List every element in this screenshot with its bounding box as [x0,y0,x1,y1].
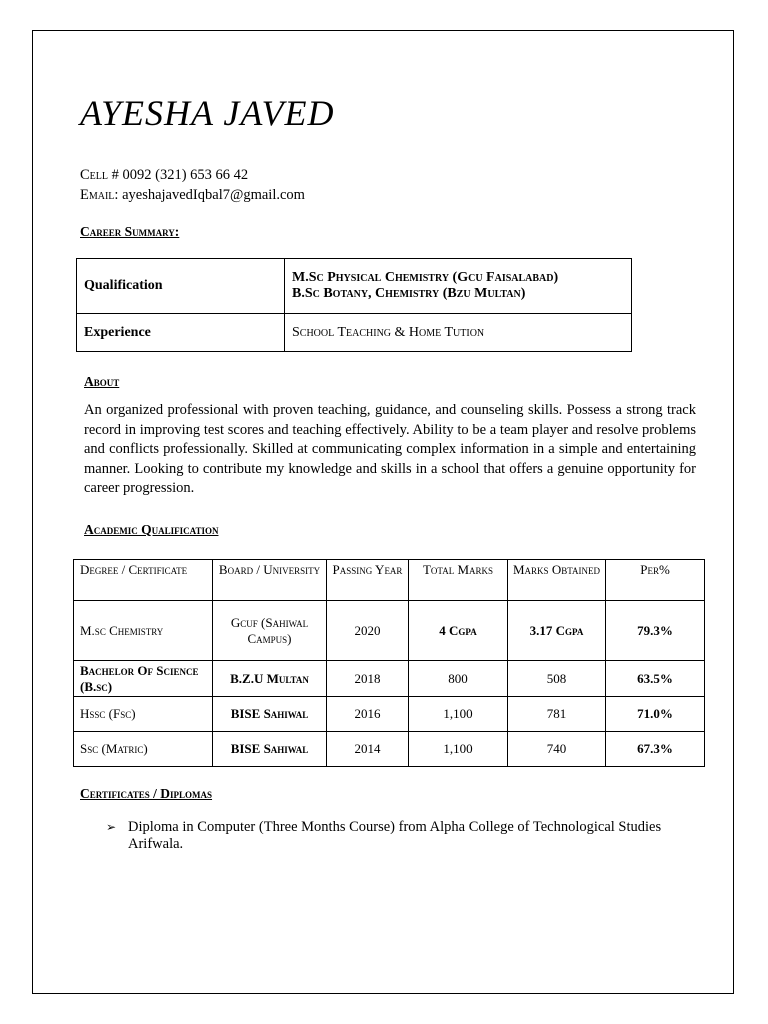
cell-line [80,167,248,184]
email-line [80,187,305,204]
table-row [77,314,632,352]
arrow-bullet-icon: ➢ [106,820,117,834]
academic-heading: Academic Qualification [84,522,219,537]
column-header: Board / University [213,560,327,601]
table-row [74,732,705,767]
qualification-line: B.Sc Botany, Chemistry (Bzu Multan) [292,286,526,301]
per-cell: 79.3% [606,601,705,661]
column-header: Passing Year [327,560,409,601]
degree-cell: Hssc (Fsc) [74,697,213,732]
about-heading: About [84,374,120,389]
total-cell: 1,100 [409,732,508,767]
about-paragraph: An organized professional with proven teaching, guidance, and counseling skills. Possess a strong track record in improving test scores and teaching effectively. Ability to be a team player and resolve problems and conflicts professionally. Skilled at communicating complex information in a simple and entertaining manner. Looking to contribute my knowledge and skills in a school that offers a genuine opportunity for career progression. [84,402,696,497]
career-summary-heading: Career Summary: [80,224,180,239]
year-cell: 2016 [327,697,409,732]
year-cell: 2018 [327,661,409,697]
table-row [74,697,705,732]
table-header-row [74,560,705,601]
total-cell: 4 Cgpa [409,601,508,661]
certificates-list [106,819,706,853]
obtained-cell: 740 [508,732,606,767]
email-value: : ayeshajavedIqbal7@gmail.com [114,187,305,203]
experience-value: School Teaching & Home Tution [285,314,632,352]
board-cell: BISE Sahiwal [213,697,327,732]
board-cell: BISE Sahiwal [213,732,327,767]
year-cell: 2020 [327,601,409,661]
candidate-name: AYESHA JAVED [80,93,335,133]
certificate-text: Diploma in Computer (Three Months Course) from Alpha College of Technological Studies Arifwala. [128,819,662,852]
table-row [74,661,705,697]
obtained-cell: 781 [508,697,606,732]
qualification-label: Qualification [77,259,285,314]
total-cell: 800 [409,661,508,697]
per-cell: 67.3% [606,732,705,767]
board-cell: B.Z.U Multan [213,661,327,697]
table-row [77,259,632,314]
cell-label: Cell [80,167,108,183]
total-cell: 1,100 [409,697,508,732]
email-label: Email [80,187,115,203]
qualification-value [285,259,632,314]
cell-value: # 0092 (321) 653 66 42 [108,167,249,183]
qualification-line: M.Sc Physical Chemistry (Gcu Faisalabad) [292,270,559,285]
degree-cell: Ssc (Matric) [74,732,213,767]
column-header: Per% [606,560,705,601]
obtained-cell: 3.17 Cgpa [508,601,606,661]
degree-cell: Bachelor Of Science (B.sc) [74,661,213,697]
list-item [106,819,706,853]
per-cell: 71.0% [606,697,705,732]
academic-table [73,559,705,767]
board-cell: Gcuf (Sahiwal Campus) [213,601,327,661]
obtained-cell: 508 [508,661,606,697]
year-cell: 2014 [327,732,409,767]
career-summary-table [76,258,632,352]
per-cell: 63.5% [606,661,705,697]
experience-label: Experience [77,314,285,352]
certificates-heading: Certificates / Diplomas [80,786,213,801]
degree-cell: M.sc Chemistry [74,601,213,661]
table-row [74,601,705,661]
column-header: Degree / Certificate [74,560,213,601]
column-header: Marks Obtained [508,560,606,601]
column-header: Total Marks [409,560,508,601]
